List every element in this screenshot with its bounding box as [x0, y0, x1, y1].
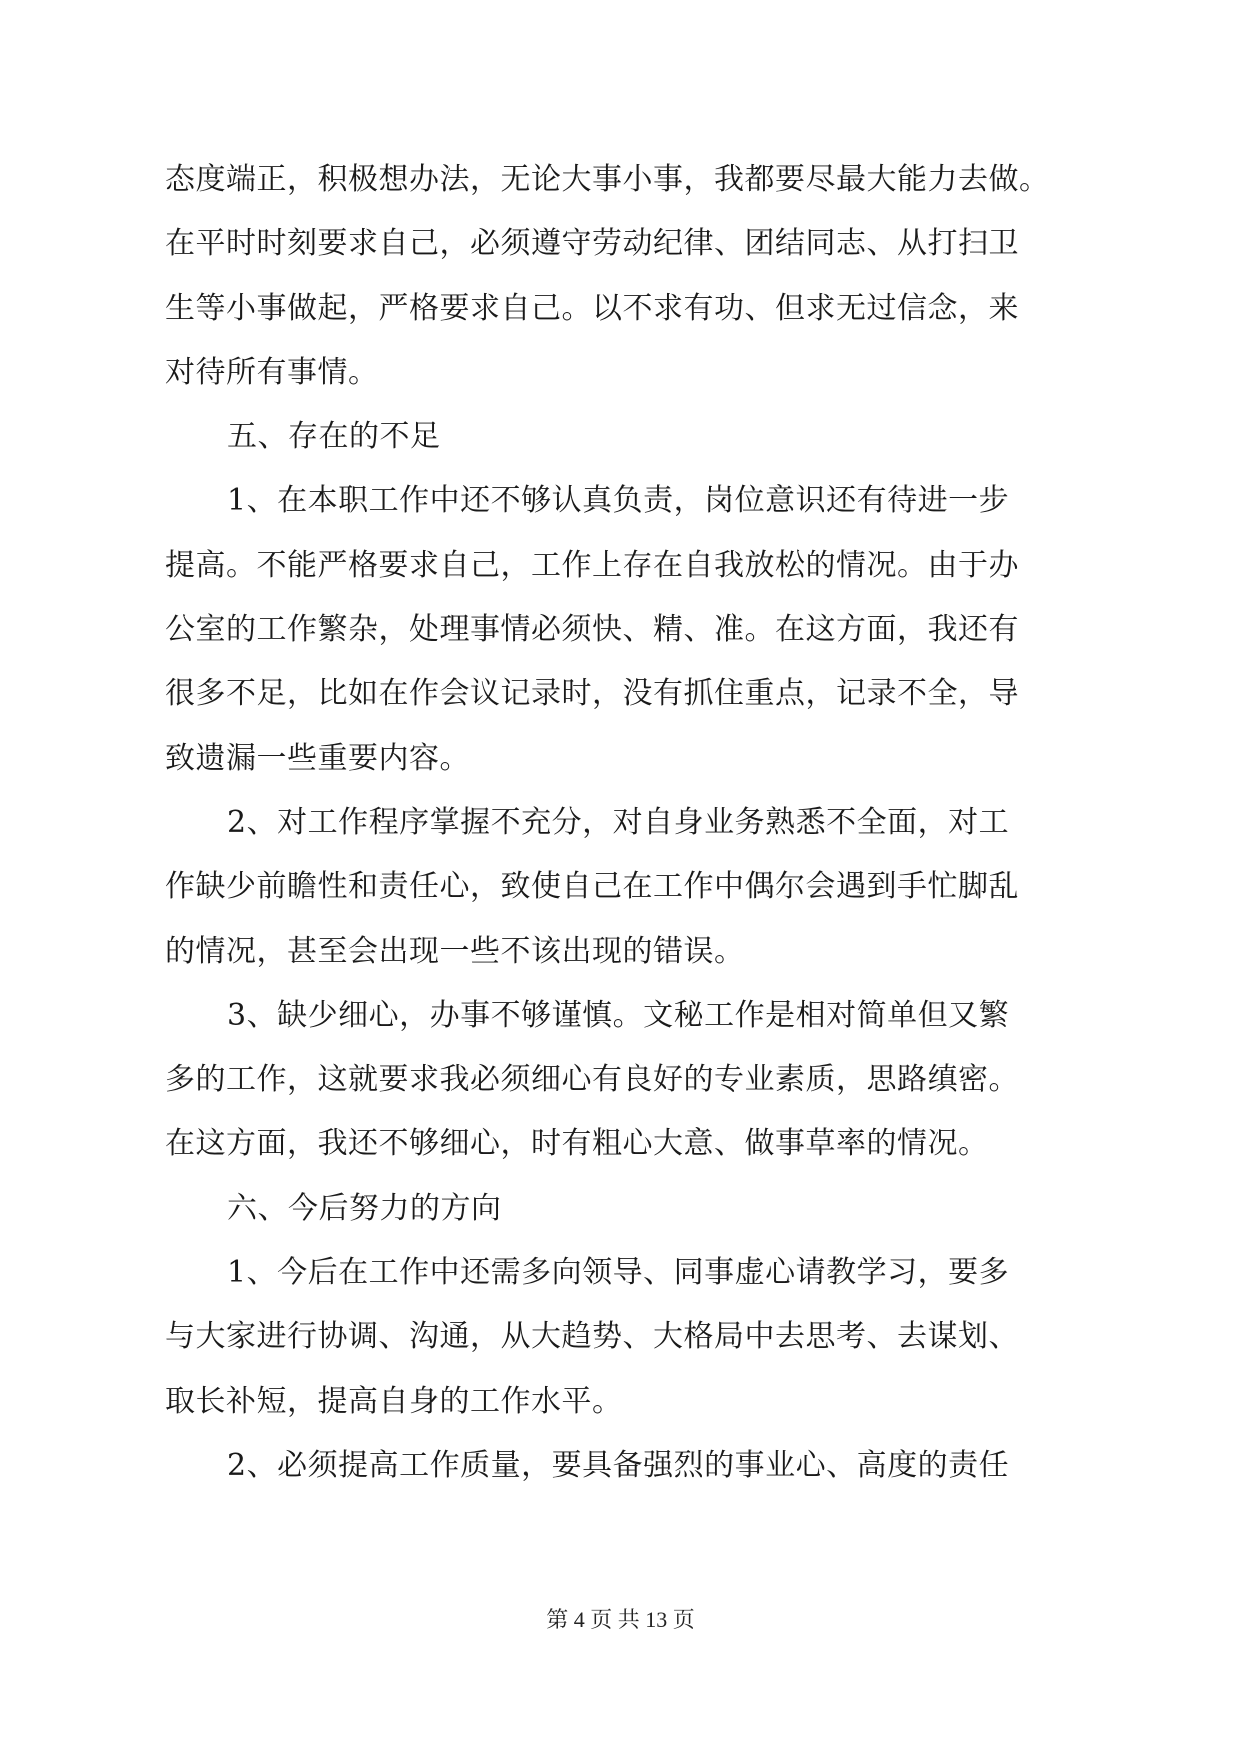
text-line: 作缺少前瞻性和责任心，致使自己在工作中偶尔会遇到手忙脚乱	[165, 869, 1019, 905]
text-line: 的情况，甚至会出现一些不该出现的错误。	[165, 933, 745, 969]
page-footer: 第 4 页 共 13 页	[546, 1607, 695, 1632]
text-line: 致遗漏一些重要内容。	[165, 740, 470, 776]
text-line: 提高。不能严格要求自己，工作上存在自我放松的情况。由于办	[165, 547, 1019, 583]
text-line: 在这方面，我还不够细心，时有粗心大意、做事草率的情况。	[165, 1126, 989, 1162]
text-line: 对待所有事情。	[165, 354, 379, 390]
text-line: 在平时时刻要求自己，必须遵守劳动纪律、团结同志、从打扫卫	[165, 226, 1019, 262]
text-line: 多的工作，这就要求我必须细心有良好的专业素质，思路缜密。	[165, 1062, 1019, 1098]
text-line: 态度端正，积极想办法，无论大事小事，我都要尽最大能力去做。	[165, 162, 1050, 197]
text-line: 公室的工作繁杂，处理事情必须快、精、准。在这方面，我还有	[165, 612, 1019, 648]
text-line: 六、今后努力的方向	[227, 1190, 502, 1226]
text-line: 2、必须提高工作质量，要具备强烈的事业心、高度的责任	[227, 1447, 1010, 1483]
text-line: 生等小事做起，严格要求自己。以不求有功、但求无过信念，来	[165, 290, 1019, 326]
text-line: 取长补短，提高自身的工作水平。	[165, 1383, 623, 1419]
text-line: 2、对工作程序掌握不充分，对自身业务熟悉不全面，对工	[227, 804, 1010, 840]
text-line: 很多不足，比如在作会议记录时，没有抓住重点，记录不全，导	[165, 676, 1019, 712]
text-line: 1、今后在工作中还需多向领导、同事虚心请教学习，要多	[227, 1255, 1010, 1291]
document-body	[165, 148, 1085, 1498]
text-line: 1、在本职工作中还不够认真负责，岗位意识还有待进一步	[227, 483, 1010, 519]
text-line: 与大家进行协调、沟通，从大趋势、大格局中去思考、去谋划、	[165, 1319, 1019, 1355]
text-line: 五、存在的不足	[227, 419, 441, 455]
text-line: 3、缺少细心，办事不够谨慎。文秘工作是相对简单但又繁	[227, 997, 1010, 1033]
